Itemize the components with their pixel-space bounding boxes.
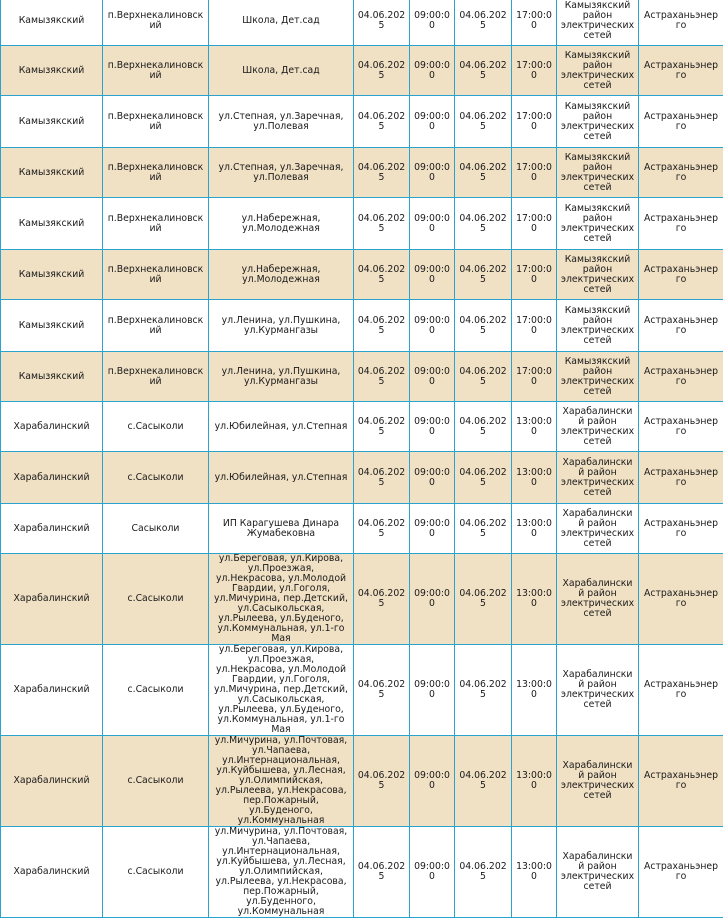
end-date-cell: 04.06.2025 bbox=[455, 736, 512, 827]
start-time-cell: 09:00:00 bbox=[410, 645, 455, 736]
district-cell: Харабалинский bbox=[1, 645, 103, 736]
streets-cell: ул.Ленина, ул.Пушкина, ул.Курмангазы bbox=[209, 352, 354, 402]
end-time-cell: 17:00:00 bbox=[512, 250, 557, 300]
settlement-cell: с.Сасыколи bbox=[103, 645, 209, 736]
streets-cell: ул.Юбилейная, ул.Степная bbox=[209, 402, 354, 452]
company-cell: Астраханьэнерго bbox=[639, 827, 723, 918]
start-date-cell: 04.06.2025 bbox=[354, 198, 410, 250]
company-cell: Астраханьэнерго bbox=[639, 645, 723, 736]
network-cell: Харабалинский район электрических сетей bbox=[557, 402, 639, 452]
end-date-cell: 04.06.2025 bbox=[455, 198, 512, 250]
start-time-cell: 09:00:00 bbox=[410, 96, 455, 148]
table-row bbox=[1, 0, 723, 46]
district-cell: Камызякский bbox=[1, 352, 103, 402]
table-row bbox=[1, 352, 723, 402]
end-date-cell: 04.06.2025 bbox=[455, 645, 512, 736]
network-cell: Харабалинский район электрических сетей bbox=[557, 504, 639, 554]
end-time-cell: 17:00:00 bbox=[512, 198, 557, 250]
settlement-cell: п.Верхнекалиновский bbox=[103, 250, 209, 300]
table-row bbox=[1, 827, 723, 918]
start-date-cell: 04.06.2025 bbox=[354, 402, 410, 452]
company-cell: Астраханьэнерго bbox=[639, 148, 723, 198]
network-cell: Камызякский район электрических сетей bbox=[557, 0, 639, 46]
company-cell: Астраханьэнерго bbox=[639, 504, 723, 554]
start-time-cell: 09:00:00 bbox=[410, 300, 455, 352]
district-cell: Камызякский bbox=[1, 96, 103, 148]
network-cell: Харабалинский район электрических сетей bbox=[557, 554, 639, 645]
start-date-cell: 04.06.2025 bbox=[354, 300, 410, 352]
end-time-cell: 17:00:00 bbox=[512, 148, 557, 198]
start-time-cell: 09:00:00 bbox=[410, 402, 455, 452]
start-date-cell: 04.06.2025 bbox=[354, 736, 410, 827]
settlement-cell: с.Сасыколи bbox=[103, 827, 209, 918]
start-time-cell: 09:00:00 bbox=[410, 352, 455, 402]
company-cell: Астраханьэнерго bbox=[639, 554, 723, 645]
start-date-cell: 04.06.2025 bbox=[354, 504, 410, 554]
network-cell: Камызякский район электрических сетей bbox=[557, 250, 639, 300]
settlement-cell: п.Верхнекалиновский bbox=[103, 198, 209, 250]
streets-cell: ул.Ленина, ул.Пушкина, ул.Курмангазы bbox=[209, 300, 354, 352]
network-cell: Камызякский район электрических сетей bbox=[557, 300, 639, 352]
streets-cell: ИП Карагушева Динара Жумабековна bbox=[209, 504, 354, 554]
network-cell: Камызякский район электрических сетей bbox=[557, 148, 639, 198]
settlement-cell: с.Сасыколи bbox=[103, 402, 209, 452]
start-time-cell: 09:00:00 bbox=[410, 827, 455, 918]
district-cell: Харабалинский bbox=[1, 402, 103, 452]
settlement-cell: п.Верхнекалиновский bbox=[103, 96, 209, 148]
company-cell: Астраханьэнерго bbox=[639, 96, 723, 148]
start-time-cell: 09:00:00 bbox=[410, 452, 455, 504]
end-time-cell: 13:00:00 bbox=[512, 736, 557, 827]
settlement-cell: Сасыколи bbox=[103, 504, 209, 554]
company-cell: Астраханьэнерго bbox=[639, 352, 723, 402]
streets-cell: ул.Юбилейная, ул.Степная bbox=[209, 452, 354, 504]
company-cell: Астраханьэнерго bbox=[639, 250, 723, 300]
end-date-cell: 04.06.2025 bbox=[455, 827, 512, 918]
district-cell: Камызякский bbox=[1, 148, 103, 198]
streets-cell: ул.Береговая, ул.Кирова, ул.Проезжая, ул.Некрасова, ул.Молодой Гвардии, ул.Гоголя, ул.Мичурина, пер.Детский, ул.Сасыкольская, ул.Рылеева, ул.Буденого, ул.Коммунальная, ул.1-го Мая bbox=[209, 645, 354, 736]
district-cell: Харабалинский bbox=[1, 827, 103, 918]
streets-cell: ул.Набережная, ул.Молодежная bbox=[209, 250, 354, 300]
table-body bbox=[1, 0, 723, 918]
start-date-cell: 04.06.2025 bbox=[354, 46, 410, 96]
start-time-cell: 09:00:00 bbox=[410, 250, 455, 300]
table-row bbox=[1, 554, 723, 645]
end-time-cell: 13:00:00 bbox=[512, 645, 557, 736]
settlement-cell: с.Сасыколи bbox=[103, 452, 209, 504]
start-date-cell: 04.06.2025 bbox=[354, 827, 410, 918]
streets-cell: ул.Степная, ул.Заречная, ул.Полевая bbox=[209, 148, 354, 198]
start-time-cell: 09:00:00 bbox=[410, 736, 455, 827]
company-cell: Астраханьэнерго bbox=[639, 402, 723, 452]
streets-cell: ул.Береговая, ул.Кирова, ул.Проезжая, ул.Некрасова, ул.Молодой Гвардии, ул.Гоголя, ул.Мичурина, пер.Детский, ул.Сасыкольская, ул.Рылеева, ул.Буденого, ул.Коммунальная, ул.1-го Мая bbox=[209, 554, 354, 645]
end-time-cell: 17:00:00 bbox=[512, 96, 557, 148]
streets-cell: ул.Мичурина, ул.Почтовая, ул.Чапаева, ул.Интернациональная, ул.Куйбышева, ул.Лесная, ул.Олимпийская, ул.Рылеева, ул.Некрасова, пер.Пожарный, ул.Буденого, ул.Коммунальная bbox=[209, 736, 354, 827]
end-time-cell: 13:00:00 bbox=[512, 554, 557, 645]
company-cell: Астраханьэнерго bbox=[639, 736, 723, 827]
table-row bbox=[1, 250, 723, 300]
network-cell: Харабалинский район электрических сетей bbox=[557, 827, 639, 918]
district-cell: Харабалинский bbox=[1, 452, 103, 504]
company-cell: Астраханьэнерго bbox=[639, 0, 723, 46]
settlement-cell: п.Верхнекалиновский bbox=[103, 300, 209, 352]
end-time-cell: 13:00:00 bbox=[512, 504, 557, 554]
start-date-cell: 04.06.2025 bbox=[354, 352, 410, 402]
streets-cell: Школа, Дет.сад bbox=[209, 46, 354, 96]
start-date-cell: 04.06.2025 bbox=[354, 452, 410, 504]
network-cell: Харабалинский район электрических сетей bbox=[557, 645, 639, 736]
table-row bbox=[1, 198, 723, 250]
streets-cell: ул.Мичурина, ул.Почтовая, ул.Чапаева, ул.Интернациональная, ул.Куйбышева, ул.Лесная, ул.Олимпийская, ул.Рылеева, ул.Некрасова, пер.Пожарный, ул.Буденного, ул.Коммунальная bbox=[209, 827, 354, 918]
end-time-cell: 13:00:00 bbox=[512, 402, 557, 452]
network-cell: Камызякский район электрических сетей bbox=[557, 46, 639, 96]
end-date-cell: 04.06.2025 bbox=[455, 96, 512, 148]
end-time-cell: 17:00:00 bbox=[512, 300, 557, 352]
end-time-cell: 17:00:00 bbox=[512, 0, 557, 46]
start-time-cell: 09:00:00 bbox=[410, 148, 455, 198]
start-date-cell: 04.06.2025 bbox=[354, 250, 410, 300]
table-row bbox=[1, 452, 723, 504]
district-cell: Камызякский bbox=[1, 250, 103, 300]
settlement-cell: п.Верхнекалиновский bbox=[103, 148, 209, 198]
end-date-cell: 04.06.2025 bbox=[455, 402, 512, 452]
start-date-cell: 04.06.2025 bbox=[354, 554, 410, 645]
settlement-cell: с.Сасыколи bbox=[103, 736, 209, 827]
table-row bbox=[1, 148, 723, 198]
end-date-cell: 04.06.2025 bbox=[455, 250, 512, 300]
network-cell: Харабалинский район электрических сетей bbox=[557, 736, 639, 827]
end-time-cell: 17:00:00 bbox=[512, 352, 557, 402]
settlement-cell: п.Верхнекалиновский bbox=[103, 352, 209, 402]
table-row bbox=[1, 46, 723, 96]
start-time-cell: 09:00:00 bbox=[410, 46, 455, 96]
district-cell: Харабалинский bbox=[1, 504, 103, 554]
settlement-cell: с.Сасыколи bbox=[103, 554, 209, 645]
district-cell: Харабалинский bbox=[1, 554, 103, 645]
table-row bbox=[1, 300, 723, 352]
end-date-cell: 04.06.2025 bbox=[455, 300, 512, 352]
company-cell: Астраханьэнерго bbox=[639, 452, 723, 504]
end-time-cell: 17:00:00 bbox=[512, 46, 557, 96]
company-cell: Астраханьэнерго bbox=[639, 198, 723, 250]
start-date-cell: 04.06.2025 bbox=[354, 645, 410, 736]
settlement-cell: п.Верхнекалиновский bbox=[103, 46, 209, 96]
end-time-cell: 13:00:00 bbox=[512, 827, 557, 918]
end-date-cell: 04.06.2025 bbox=[455, 554, 512, 645]
start-date-cell: 04.06.2025 bbox=[354, 148, 410, 198]
end-date-cell: 04.06.2025 bbox=[455, 148, 512, 198]
end-date-cell: 04.06.2025 bbox=[455, 46, 512, 96]
company-cell: Астраханьэнерго bbox=[639, 300, 723, 352]
district-cell: Камызякский bbox=[1, 198, 103, 250]
start-time-cell: 09:00:00 bbox=[410, 554, 455, 645]
end-date-cell: 04.06.2025 bbox=[455, 504, 512, 554]
table-row bbox=[1, 736, 723, 827]
network-cell: Камызякский район электрических сетей bbox=[557, 198, 639, 250]
district-cell: Харабалинский bbox=[1, 736, 103, 827]
start-time-cell: 09:00:00 bbox=[410, 504, 455, 554]
company-cell: Астраханьэнерго bbox=[639, 46, 723, 96]
streets-cell: ул.Степная, ул.Заречная, ул.Полевая bbox=[209, 96, 354, 148]
district-cell: Камызякский bbox=[1, 300, 103, 352]
end-date-cell: 04.06.2025 bbox=[455, 352, 512, 402]
end-date-cell: 04.06.2025 bbox=[455, 0, 512, 46]
end-time-cell: 13:00:00 bbox=[512, 452, 557, 504]
streets-cell: Школа, Дет.сад bbox=[209, 0, 354, 46]
streets-cell: ул.Набережная, ул.Молодежная bbox=[209, 198, 354, 250]
network-cell: Камызякский район электрических сетей bbox=[557, 352, 639, 402]
start-date-cell: 04.06.2025 bbox=[354, 96, 410, 148]
network-cell: Харабалинский район электрических сетей bbox=[557, 452, 639, 504]
table-row bbox=[1, 96, 723, 148]
table-row bbox=[1, 402, 723, 452]
end-date-cell: 04.06.2025 bbox=[455, 452, 512, 504]
district-cell: Камызякский bbox=[1, 46, 103, 96]
start-time-cell: 09:00:00 bbox=[410, 0, 455, 46]
start-date-cell: 04.06.2025 bbox=[354, 0, 410, 46]
district-cell: Камызякский bbox=[1, 0, 103, 46]
start-time-cell: 09:00:00 bbox=[410, 198, 455, 250]
table-row bbox=[1, 645, 723, 736]
settlement-cell: п.Верхнекалиновский bbox=[103, 0, 209, 46]
table-row bbox=[1, 504, 723, 554]
network-cell: Камызякский район электрических сетей bbox=[557, 96, 639, 148]
